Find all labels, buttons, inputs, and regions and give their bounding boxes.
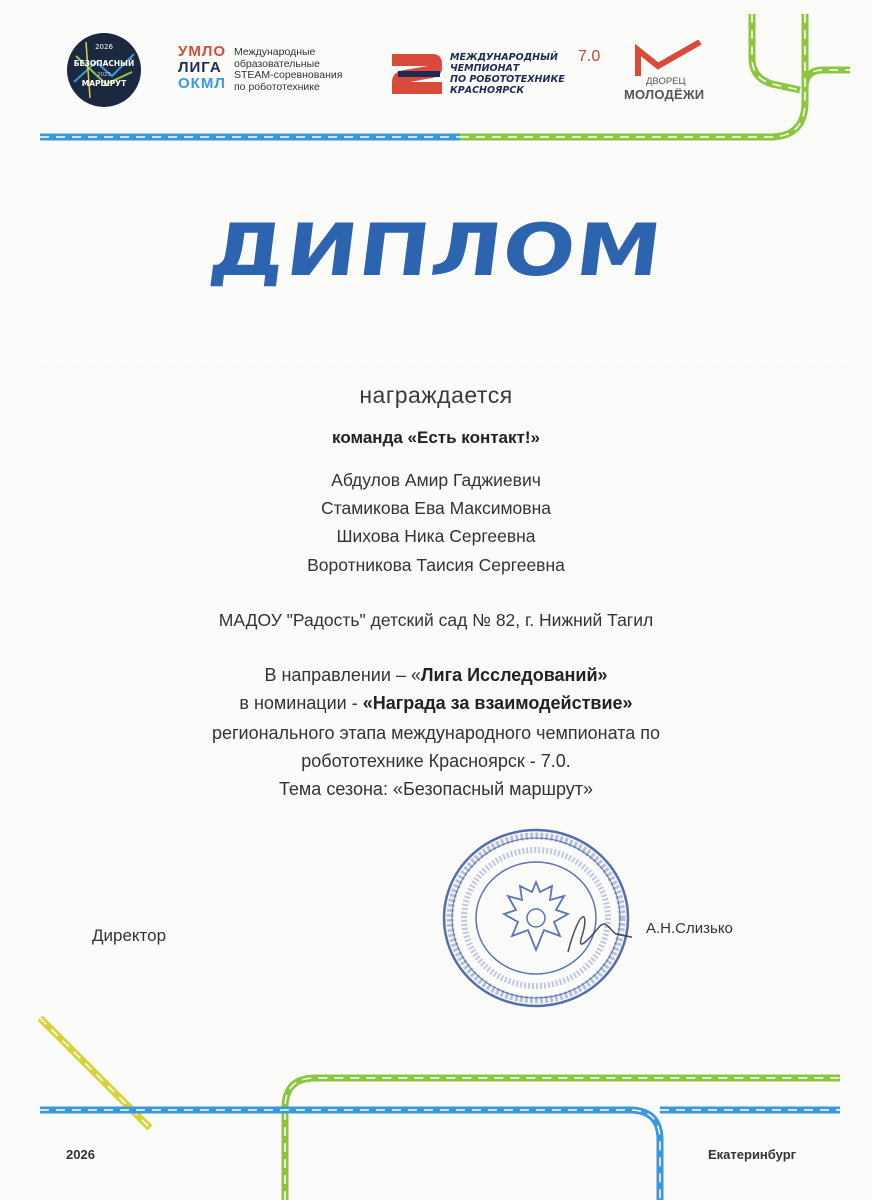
championship-mark-icon [388,48,444,98]
liga-text-line4: по робототехнике [234,80,320,93]
dvorets-mark-icon [622,40,712,80]
direction-line [0,665,872,686]
route-badge-line2: МАРШРУТ [81,79,127,88]
organization: МАДОУ "Радость" детский сад № 82, г. Нижний Тагил [218,610,654,630]
championship-line2: ЧЕМПИОНАТ [450,63,520,74]
championship-line3: ПО РОБОТОТЕХНИКЕ [450,74,565,85]
member-name: Шихова Ника Сергеевна [336,526,536,546]
awarded-text: награждается [359,382,513,408]
championship-version: 7.0 [578,48,601,65]
footer-city: Екатеринбург [708,1147,797,1162]
direction-value: Лига Исследований» [420,665,608,685]
route-badge-logo [66,32,142,108]
championship-logo [388,48,608,98]
team-name: команда «Есть контакт!» [332,428,540,447]
dvorets-molodezhi-logo [622,40,722,106]
nomination-line [0,693,872,714]
direction-prefix: В направлении – « [264,665,421,685]
liga-text-line1: Международные [234,46,316,58]
member-name: Воротникова Таисия Сергеевна [307,555,565,575]
liga-text-line3: STEAM-соревнования [234,69,343,81]
championship-line4: КРАСНОЯРСК [450,85,525,96]
championship-line1: МЕЖДУНАРОДНЫЙ [450,52,558,63]
liga-mark-line3: ОКМЛ [178,75,226,92]
dvorets-line2: МОЛОДЁЖИ [624,87,705,102]
route-badge-inner: 2025 [97,72,111,78]
route-badge-line1: БЕЗОПАСНЫЙ [73,59,135,68]
member-name: Абдулов Амир Гаджиевич [331,470,541,490]
liga-mark-line1: УМЛО [178,43,227,60]
route-badge-year: 2026 [95,43,113,51]
diploma-title: ДИПЛОМ [204,208,668,292]
nomination-prefix: в номинации - [239,693,363,713]
liga-mark-line2: ЛИГА [178,59,222,76]
stage-line-1: регионального этапа международного чемпионата по [211,723,661,743]
liga-text-line2: образовательные [234,57,320,70]
member-name: Стамикова Ева Максимовна [321,498,551,518]
signature-name: А.Н.Слизько [646,920,733,937]
signature-role: Директор [92,926,167,945]
dvorets-line1: ДВОРЕЦ [646,76,686,87]
official-stamp [440,826,632,1010]
season-theme: Тема сезона: «Безопасный маршрут» [278,779,594,799]
stage-line-2: робототехнике Красноярск - 7.0. [301,751,571,771]
nomination-value: «Награда за взаимодействие» [362,693,633,713]
footer-year: 2026 [66,1147,95,1162]
